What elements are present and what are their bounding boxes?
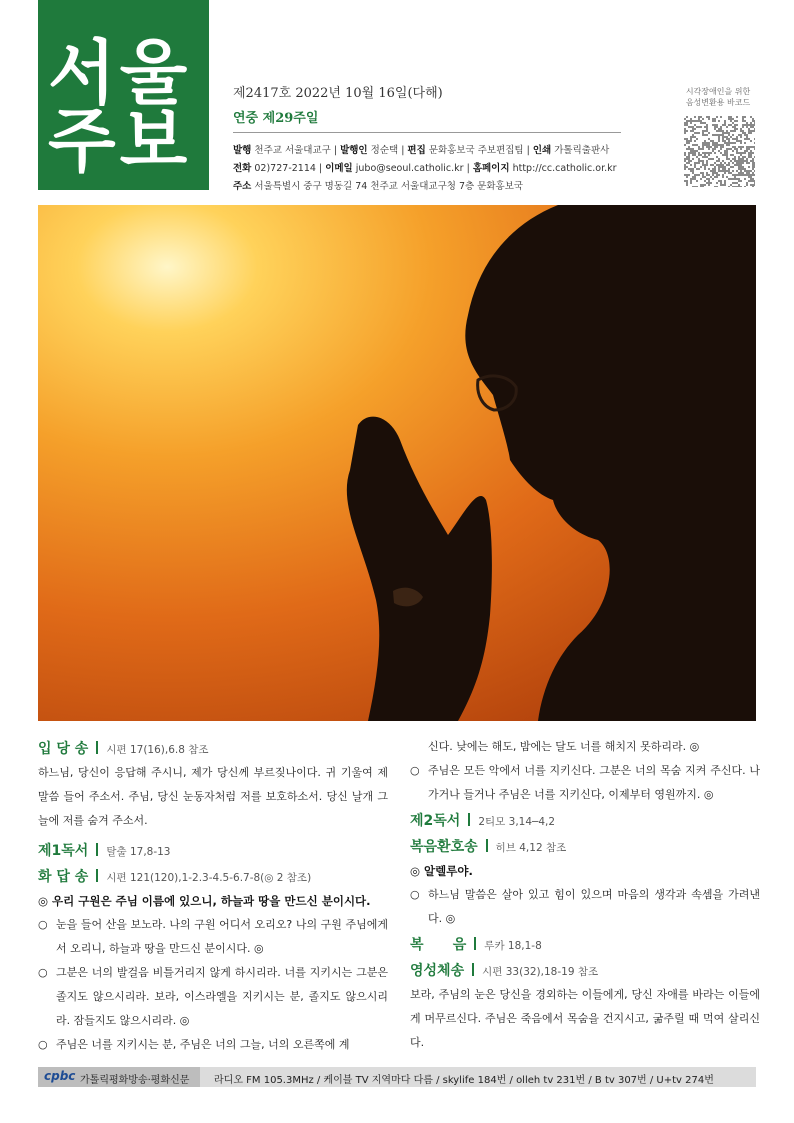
readings-left-column xyxy=(38,735,388,1057)
publisher-info: 발행 천주교 서울대교구 | 발행인 정순택 | 편집 문화홍보국 주보편집팀 | 인쇄 가톨릭출판사 xyxy=(233,145,610,156)
section-title: 제2독서 xyxy=(410,813,461,829)
masthead-divider xyxy=(233,132,621,133)
psalm-response: ◎ 우리 구원은 주님 이름에 있으니, 하늘과 땅을 만드신 분이시다. xyxy=(38,894,371,908)
readings-right-column xyxy=(410,735,760,1055)
communion-antiphon-heading xyxy=(410,957,760,983)
contact-info: 전화 02)727-2114 | 이메일 jubo@seoul.catholic.kr | 홈페이지 http://cc.catholic.or.kr xyxy=(233,163,617,174)
psalm-verse-3-continued: 신다. 낮에는 해도, 밤에는 달도 너를 해치지 못하리라. ◎ xyxy=(428,740,700,753)
broadcast-channels: 라디오 FM 105.3MHz / 케이블 TV 지역마다 다름 / skylife 184번 / olleh tv 231번 / B tv 307번 / U+tv 274번 xyxy=(214,1075,714,1086)
section-title: 영성체송 xyxy=(410,963,465,979)
gospel-acclamation-heading xyxy=(410,833,760,859)
section-title: 복 음 xyxy=(410,937,467,953)
scripture-reference: 시편 121(120),1-2.3-4.5-6.7-8(◎ 2 참조) xyxy=(106,872,312,884)
logo-line-1: 서울 xyxy=(48,32,192,114)
logo xyxy=(38,0,209,190)
scripture-reference: 탈출 17,8-13 xyxy=(106,846,171,858)
alleluia-verse: ○ 하느님 말씀은 살아 있고 힘이 있으며 마음의 생각과 속셈을 가려낸다. ◎ xyxy=(410,888,760,925)
cover-photo-praying-silhouette xyxy=(38,205,756,721)
second-reading-heading xyxy=(410,807,760,833)
scripture-reference: 히브 4,12 참조 xyxy=(495,842,567,854)
address-info: 주소 서울특별시 중구 명동길 74 천주교 서울대교구청 7층 문화홍보국 xyxy=(233,181,524,192)
section-title: 화 답 송 xyxy=(38,869,89,885)
logo-line-2: 주보 xyxy=(48,100,192,182)
entrance-antiphon-text: 하느님, 당신이 응답해 주시니, 제가 당신께 부르짖나이다. 귀 기울여 제 말씀 들어 주소서. 주님, 당신 눈동자처럼 저를 보호하소서. 당신 날개 그늘에 저를 숨겨 주소서. xyxy=(38,766,388,827)
gospel-heading xyxy=(410,931,760,957)
homepage-link[interactable]: http://cc.catholic.or.kr xyxy=(512,163,617,174)
first-reading-heading xyxy=(38,837,388,863)
section-title: 입 당 송 xyxy=(38,741,89,757)
psalm-verse-1: ○ 눈을 들어 산을 보노라. 나의 구원 어디서 오리오? 나의 구원 주님에게서 오리니, 하늘과 땅을 만드신 분이시다. ◎ xyxy=(38,918,388,955)
psalm-verse-3: ○ 주님은 너를 지키시는 분, 주님은 너의 그늘, 너의 오른쪽에 계 xyxy=(38,1038,350,1051)
voice-barcode-qr xyxy=(684,116,755,187)
alleluia-response: ◎ 알렐루야. xyxy=(410,864,473,878)
psalm-verse-2: ○ 그분은 너의 발걸음 비틀거리지 않게 하시리라. 너를 지키시는 그분은 졸지도 않으시리라. 보라, 이스라엘을 지키시는 분, 졸지도 않으시리라. 잠들지도 않으시리라. ◎ xyxy=(38,966,388,1027)
section-title: 복음환호송 xyxy=(410,839,478,855)
broadcaster-name: 가톨릭평화방송·평화신문 xyxy=(80,1075,190,1086)
psalm-heading xyxy=(38,863,388,889)
broadcast-footer xyxy=(38,1067,756,1087)
communion-antiphon-text: 보라, 주님의 눈은 당신을 경외하는 이들에게, 당신 자애를 바라는 이들에게 머무르신다. 주님은 죽음에서 목숨을 건지시고, 굶주릴 때 먹여 살리신다. xyxy=(410,988,760,1049)
qr-caption: 시각장애인을 위한 음성변환용 바코드 xyxy=(685,87,751,107)
scripture-reference: 시편 17(16),6.8 참조 xyxy=(106,744,209,756)
cpbc-logo: cpbc xyxy=(44,1069,76,1083)
issue-number-date: 제2417호 2022년 10월 16일(다해) xyxy=(233,86,443,101)
footer-brand-block xyxy=(38,1067,200,1087)
scripture-reference: 시편 33(32),18-19 참조 xyxy=(482,966,599,978)
psalm-verse-4: ○ 주님은 모든 악에서 너를 지키신다. 그분은 너의 목숨 지켜 주신다. 나가거나 들거나 주님은 너를 지키신다, 이제부터 영원까지. ◎ xyxy=(410,764,760,801)
scripture-reference: 루카 18,1-8 xyxy=(484,940,542,952)
scripture-reference: 2티모 3,14─4,2 xyxy=(478,816,556,828)
section-title: 제1독서 xyxy=(38,843,89,859)
email-link[interactable]: jubo@seoul.catholic.kr xyxy=(355,163,464,174)
entrance-antiphon-heading xyxy=(38,735,388,761)
liturgical-week: 연중 제29주일 xyxy=(233,111,319,126)
